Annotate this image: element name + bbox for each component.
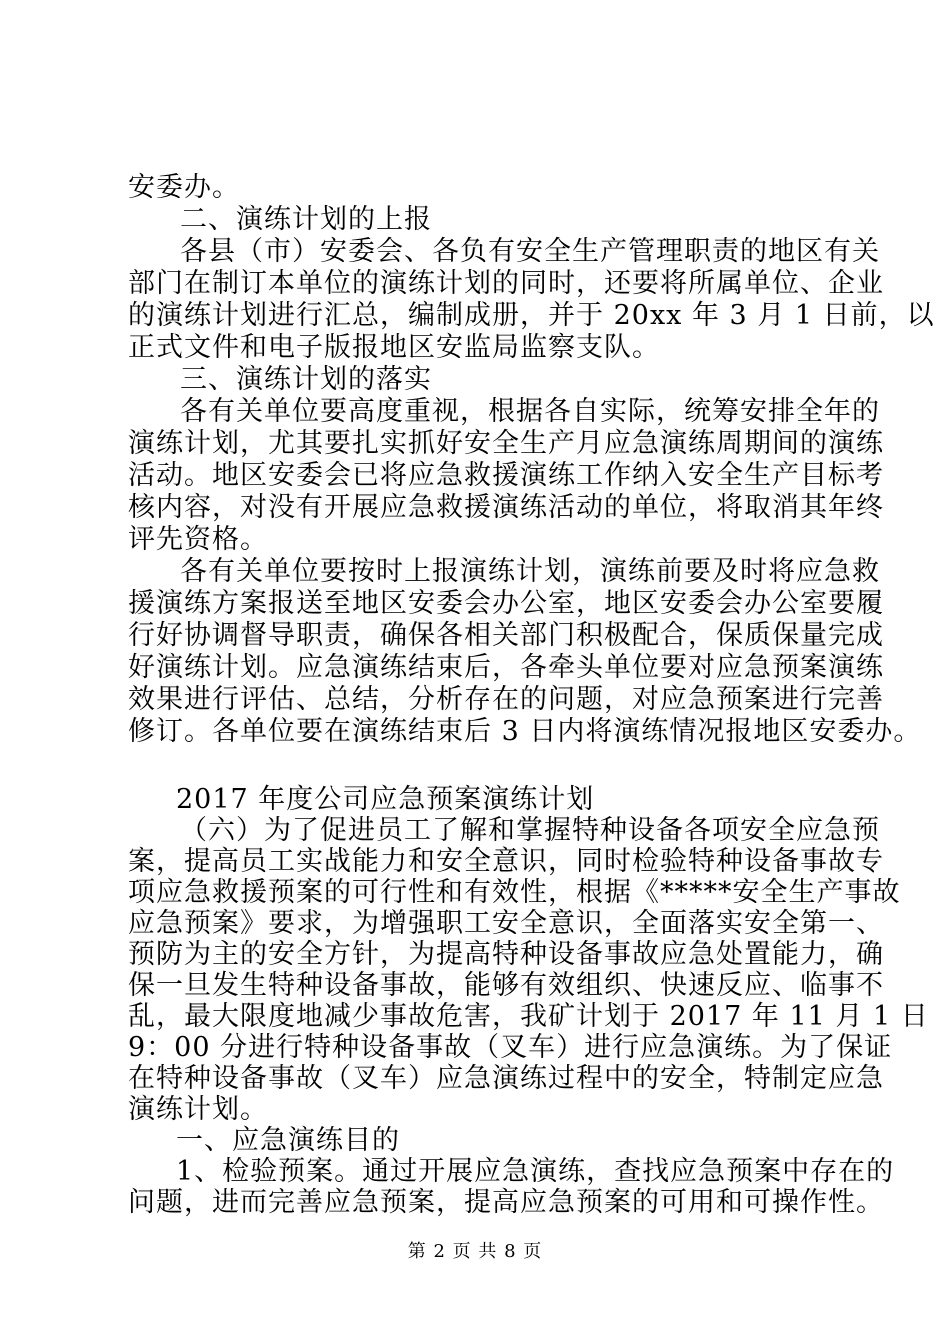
text-line: 案，提高员工实战能力和安全意识，同时检验特种设备事故专 <box>128 846 884 877</box>
text-line: （六）为了促进员工了解和掌握特种设备各项安全应急预 <box>180 815 880 846</box>
text-line: 应急预案》要求，为增强职工安全意识，全面落实安全第一、 <box>128 908 884 939</box>
text-line: 9：00 分进行特种设备事故（叉车）进行应急演练。为了保证 <box>128 1032 893 1063</box>
text-line: 行好协调督导职责，确保各相关部门积极配合，保质保量完成 <box>128 620 884 651</box>
text-line: 保一旦发生特种设备事故，能够有效组织、快速反应、临事不 <box>128 970 884 1001</box>
text-line: 正式文件和电子版报地区安监局监察支队。 <box>128 332 660 363</box>
text-line: 修订。各单位要在演练结束后 3 日内将演练情况报地区安委办。 <box>128 716 922 747</box>
text-line: 各有关单位要高度重视，根据各自实际，统筹安排全年的 <box>180 396 880 427</box>
text-line: 评先资格。 <box>128 524 268 555</box>
text-line: 援演练方案报送至地区安委会办公室，地区安委会办公室要履 <box>128 588 884 619</box>
section-heading: 三、演练计划的落实 <box>180 364 432 395</box>
text-line: 项应急救援预案的可行性和有效性，根据《*****安全生产事故 <box>128 877 901 908</box>
document-title: 2017 年度公司应急预案演练计划 <box>176 784 595 815</box>
text-line: 安委办。 <box>128 172 240 203</box>
text-line: 预防为主的安全方针，为提高特种设备事故应急处置能力，确 <box>128 939 884 970</box>
text-line: 效果进行评估、总结，分析存在的问题，对应急预案进行完善 <box>128 684 884 715</box>
text-line: 好演练计划。应急演练结束后，各牵头单位要对应急预案演练 <box>128 652 884 683</box>
section-heading: 二、演练计划的上报 <box>180 204 432 235</box>
text-line: 问题，进而完善应急预案，提高应急预案的可用和可操作性。 <box>128 1187 884 1218</box>
text-line: 1、检验预案。通过开展应急演练，查找应急预案中存在的 <box>176 1156 895 1187</box>
page-number-footer: 第 2 页 共 8 页 <box>407 1241 543 1262</box>
text-line: 各县（市）安委会、各负有安全生产管理职责的地区有关 <box>180 236 880 267</box>
text-line: 的演练计划进行汇总，编制成册，并于 20xx 年 3 月 1 日前，以 <box>128 300 935 331</box>
text-line: 核内容，对没有开展应急救援演练活动的单位，将取消其年终 <box>128 492 884 523</box>
text-line: 演练计划。 <box>128 1094 268 1125</box>
section-heading: 一、应急演练目的 <box>176 1125 400 1156</box>
text-line: 部门在制订本单位的演练计划的同时，还要将所属单位、企业 <box>128 268 884 299</box>
text-line: 活动。地区安委会已将应急救援演练工作纳入安全生产目标考 <box>128 460 884 491</box>
text-line: 在特种设备事故（叉车）应急演练过程中的安全，特制定应急 <box>128 1063 884 1094</box>
text-line: 乱，最大限度地减少事故危害，我矿计划于 2017 年 11 月 1 日 <box>128 1001 929 1032</box>
text-line: 演练计划，尤其要扎实抓好安全生产月应急演练周期间的演练 <box>128 428 884 459</box>
text-line: 各有关单位要按时上报演练计划，演练前要及时将应急救 <box>180 556 880 587</box>
